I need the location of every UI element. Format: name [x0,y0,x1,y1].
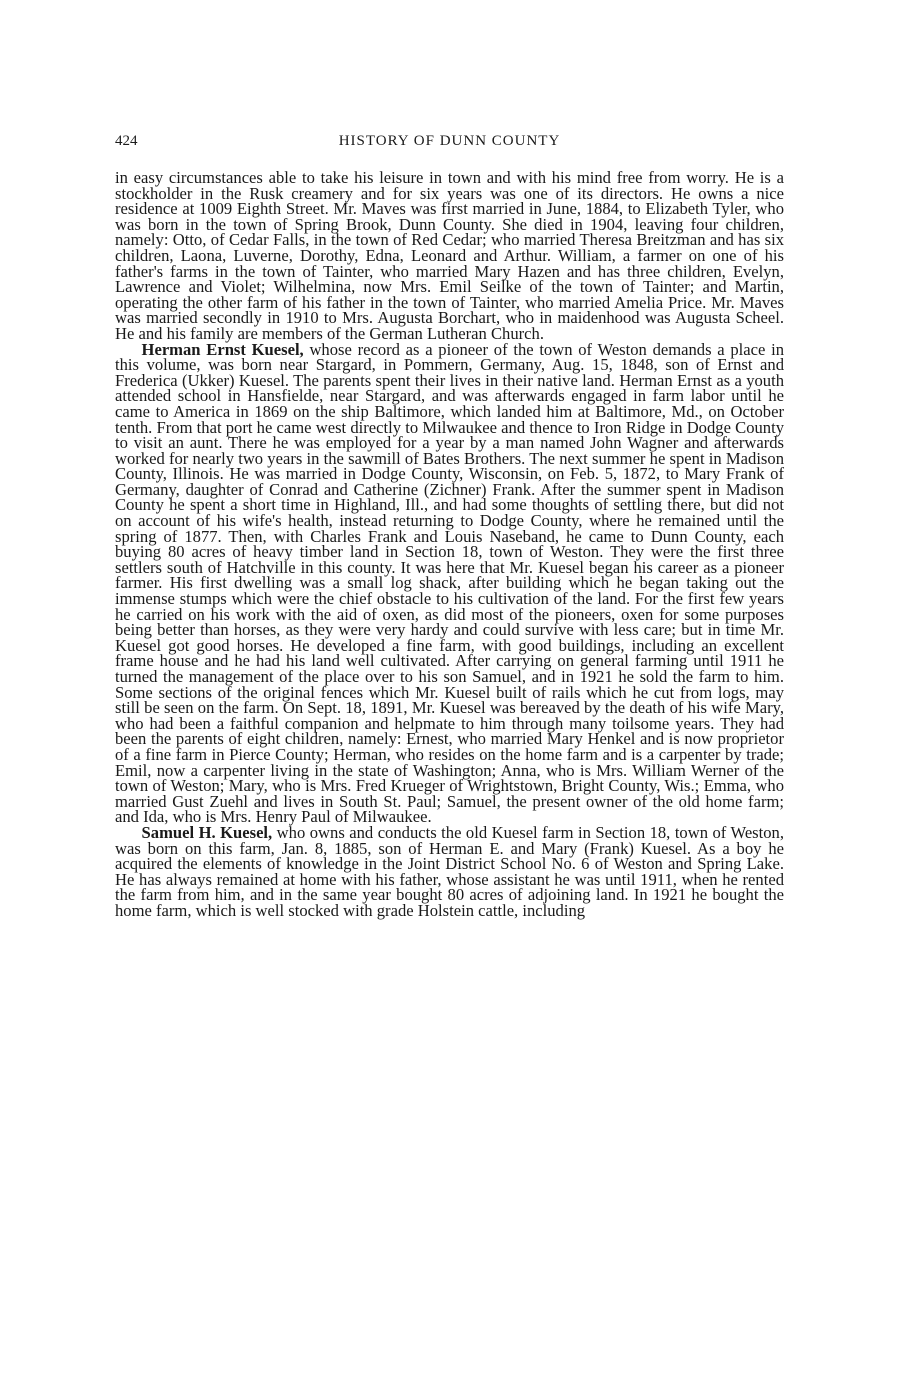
paragraph-text: who owns and conducts the old Kuesel farm in Section 18, town of Weston, was born on this farm, Jan. 8, 1885, son of Herman E. and Mary (Frank) Kuesel. As a boy he acquired the elements of knowledge in the Joint District School No. 6 of Weston and Spring Lake. He has always remained at home with his father, whose assistant he was until 1911, when he rented the farm from him, and in the same year bought 80 acres of adjoining land. In 1921 he bought the home farm, which is well stocked with grade Holstein cattle, including [115,822,784,920]
biography-name-heading: Samuel H. Kuesel, [141,822,273,842]
paragraph-text: whose record as a pioneer of the town of Weston demands a place in this volume, was born near Stargard, in Pommern, Germany, Aug. 15, 1848, son of Ernst and Frederica (Ukker) Kuesel. The parents spent their lives in their native land. Herman Ernst as a youth attended school in Hansfielde, near Stargard, and was afterwards engaged in farm labor until he came to America in 1869 on the ship Baltimore, which landed him at Baltimore, Md., on October tenth. From that port he came west directly to Milwaukee and thence to Iron Ridge in Dodge County to visit an aunt. There he was employed for a year by a man named John Wagner and afterwards worked for nearly two years in the sawmill of Bates Brothers. The next summer he spent in Madison County, Illinois. He was married in Dodge County, Wisconsin, on Feb. 5, 1872, to Mary Frank of Germany, daughter of Conrad and Catherine (Zichner) Frank. After the summer spent in Madison County he spent a short time in Highland, Ill., and had some thoughts of settling there, but did not on account of his wife's health, instead returning to Dodge County, where he remained until the spring of 1877. Then, with Charles Frank and Louis Naseband, he came to Dunn County, each buying 80 acres of heavy timber land in Section 18, town of Weston. They were the first three settlers south of Hatchville in this county. It was here that Mr. Kuesel began his career as a pioneer farmer. His first dwelling was a small log shack, after building which he began taking out the immense stumps which were the chief obstacle to his cultivation of the land. For the first few years he carried on his work with the aid of oxen, as did most of the pioneers, oxen for some purposes being better than horses, as they were very hardy and could survive with less care; but in time Mr. Kuesel got good horses. He developed a fine farm, with good buildings, including an excellent frame house and he had his land well cultivated. After carrying on general farming until 1911 he turned the management of the place over to his son Samuel, and in 1921 he sold the farm to him. Some sections of the original fences which Mr. Kuesel built of rails which he cut from logs, may still be seen on the farm. On Sept. 18, 1891, Mr. Kuesel was bereaved by the death of his wife Mary, who had been a faithful companion and helpmate to him through many toilsome years. They had been the parents of eight children, namely: Ernest, who married Mary Henkel and is now proprietor of a fine farm in Pierce County; Herman, who resides on the home farm and is a carpenter by trade; Emil, now a carpenter living in the state of Washington; Anna, who is Mrs. William Werner of the town of Weston; Mary, who is Mrs. Fred Krueger of Wrightstown, Bright County, Wis.; Emma, who married Gust Zuehl and lives in South St. Paul; Samuel, the present owner of the old home farm; and Ida, who is Mrs. Henry Paul of Milwaukee. [115,339,784,827]
paragraph-text: in easy circumstances able to take his leisure in town and with his mind free from worry. He is a stockholder in the Rusk creamery and for six years was one of its directors. He owns a nice residence at 1009 Eighth Street. Mr. Maves was first married in June, 1884, to Elizabeth Tyler, who was born in the town of Spring Brook, Dunn County. She died in 1904, leaving four children, namely: Otto, of Cedar Falls, in the town of Red Cedar; who married Theresa Breitzman and has six children, Laona, Luverne, Dorothy, Edna, Leonard and Arthur. William, a farmer on one of his father's farms in the town of Tainter, who married Mary Hazen and has three children, Evelyn, Lawrence and Violet; Wilhelmina, now Mrs. Emil Seilke of the town of Tainter; and Martin, operating the other farm of his father in the town of Tainter, who married Amelia Price. Mr. Maves was married secondly in 1910 to Mrs. Augusta Borchart, who in maidenhood was Augusta Scheel. He and his family are members of the German Lutheran Church. [115,168,784,343]
running-head: HISTORY OF DUNN COUNTY [338,133,561,149]
paragraph-samuel-h-kuesel [115,822,784,920]
biography-name-heading: Herman Ernst Kuesel, [141,339,304,359]
page-header [115,133,784,155]
page-number: 424 [115,133,138,149]
body-text [115,170,784,919]
paragraph-herman-ernst-kuesel [115,339,784,827]
paragraph-maves-continued [115,170,784,342]
